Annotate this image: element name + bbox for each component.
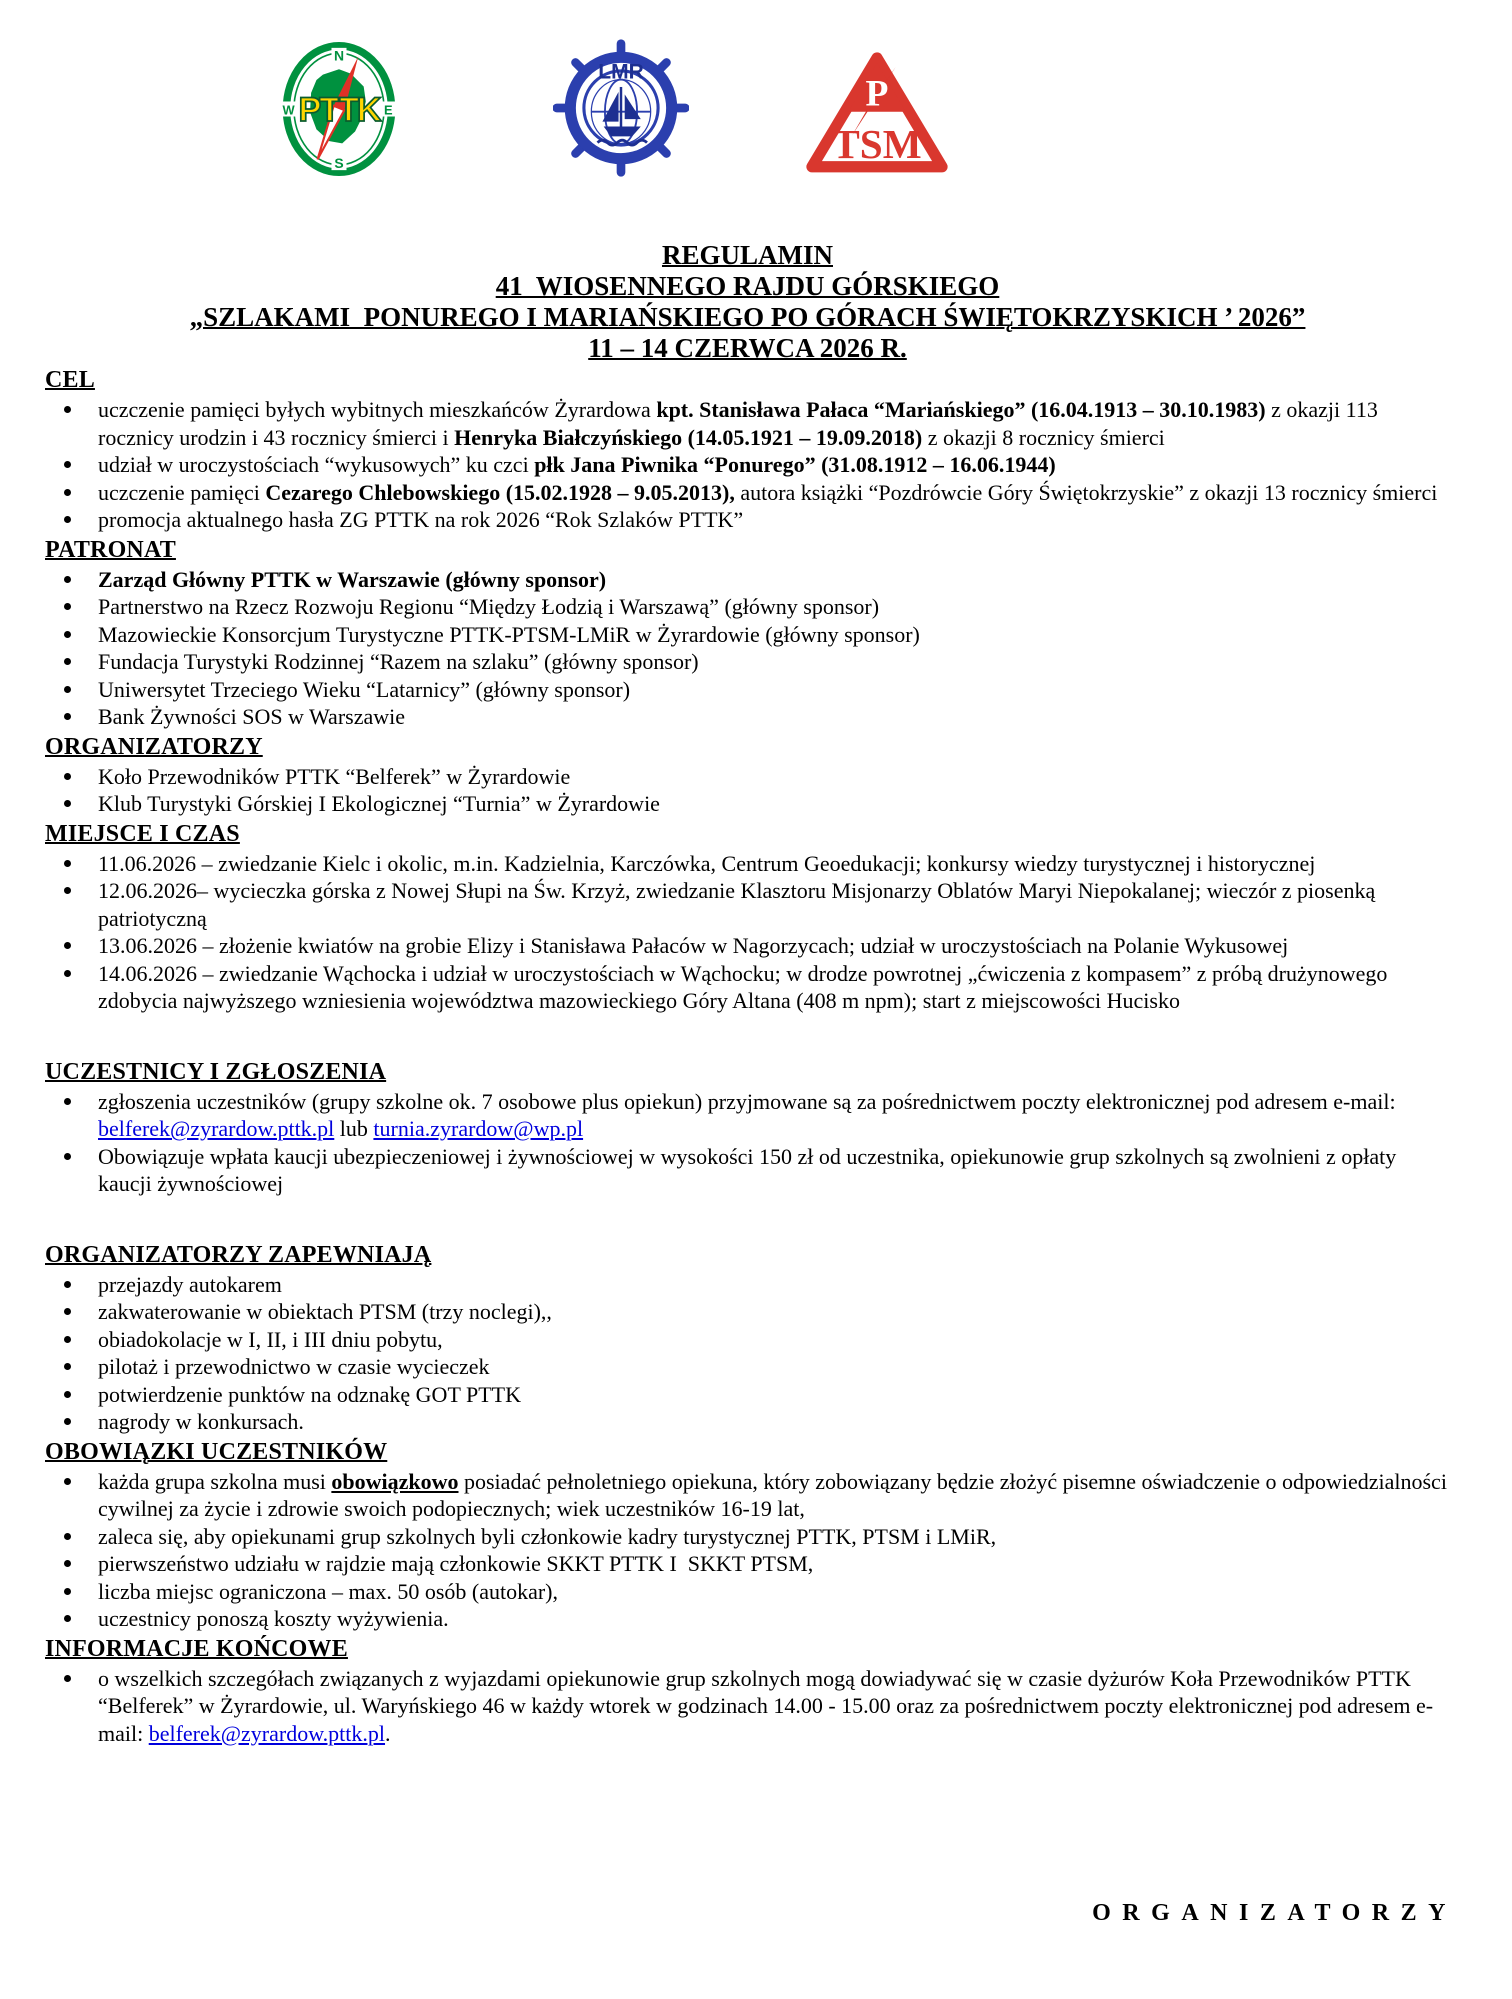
list-item (45, 932, 1450, 960)
text-run: uczczenie pamięci (98, 479, 266, 505)
informacje-list (45, 1665, 1450, 1748)
section-cel (45, 365, 1450, 534)
pttk-letters: PTTK (298, 90, 380, 129)
text-run: lub (334, 1116, 374, 1141)
heading-cel: CEL (45, 367, 95, 393)
text-run: uczestnicy ponoszą koszty wyżywienia. (98, 1606, 449, 1631)
text-run: Henryka Białczyńskiego (14.05.1921 – 19.09.2018) (454, 424, 923, 450)
text-run: Bank Żywności SOS w Warszawie (98, 704, 406, 729)
list-item (45, 790, 1450, 818)
list-item (45, 506, 1450, 534)
text-run: nagrody w konkursach. (98, 1409, 304, 1434)
text-run: zaleca się, aby opiekunami grup szkolnych byli członkowie kadry turystycznej PTTK, PTSM i LMiR, (98, 1523, 997, 1549)
ptsm-logo (802, 44, 952, 182)
text-run: Cezarego Chlebowskiego (15.02.1928 – 9.05.2013), (265, 479, 735, 505)
text-run: posiadać pełnoletniego opiekuna, który zobowiązany będzie złożyć pisemne oświadczenie o odpowiedzialności cywilnej za życie i zdrowie swoich podopiecznych; wiek uczestników 16-19 lat, (98, 1468, 1453, 1521)
list-item (45, 1088, 1450, 1143)
text-run: . (385, 1720, 391, 1746)
heading-patronat: PATRONAT (45, 536, 176, 563)
list-item (45, 1605, 1450, 1633)
obowiazki-list (45, 1468, 1453, 1633)
list-item (45, 479, 1450, 507)
lmir-letters: LMR (598, 60, 644, 84)
compass-w: W (282, 102, 295, 118)
section-informacje (45, 1634, 1450, 1748)
list-item (45, 703, 1450, 731)
title-line-4: 11 – 14 CZERWCA 2026 R. (588, 333, 907, 363)
text-run: zgłoszenia uczestników (grupy szkolne ok. 7 osobowe plus opiekun) przyjmowane są za pośrednictwem poczty elektronicznej pod adresem e-mail: (98, 1088, 1402, 1114)
list-item (45, 621, 1450, 649)
text-run: obowiązkowo (331, 1468, 459, 1494)
section-patronat (45, 535, 1450, 731)
organizatorzy-list (45, 763, 1450, 818)
uczestnicy-list (45, 1088, 1450, 1198)
patronat-list (45, 566, 1450, 731)
list-item (45, 648, 1450, 676)
text-run: liczba miejsc ograniczona – max. 50 osób (autokar), (98, 1578, 559, 1604)
compass-s: S (334, 155, 344, 171)
list-item (45, 1550, 1450, 1578)
heading-zapewniaja: ORGANIZATORZY ZAPEWNIAJĄ (45, 1241, 432, 1268)
list-item (45, 1408, 1450, 1436)
text-run: Uniwersytet Trzeciego Wieku “Latarnicy” (główny sponsor) (98, 676, 631, 702)
email-link[interactable]: belferek@zyrardow.pttk.pl (98, 1116, 335, 1141)
heading-obowiazki: OBOWIĄZKI UCZESTNIKÓW (45, 1438, 388, 1465)
list-item (45, 1381, 1450, 1409)
list-item (45, 1298, 1450, 1326)
text-run: przejazdy autokarem (98, 1271, 282, 1297)
logo-row (45, 38, 1450, 188)
footer-organizatorzy: ORGANIZATORZY (1092, 1900, 1457, 1926)
section-organizatorzy (45, 732, 1450, 818)
document-title (45, 240, 1450, 364)
list-item (45, 676, 1450, 704)
text-run: potwierdzenie punktów na odznakę GOT PTTK (98, 1381, 521, 1407)
miejsce-list (45, 850, 1450, 1015)
text-run: obiadokolacje w I, II, i III dniu pobytu, (98, 1326, 443, 1352)
text-run: płk Jana Piwnika “Ponurego” (31.08.1912 – 16.06.1944) (534, 452, 1056, 477)
compass-e: E (384, 102, 393, 118)
text-run: Zarząd Główny PTTK w Warszawie (główny sponsor) (98, 566, 607, 592)
list-item (45, 396, 1450, 451)
text-run: o wszelkich szczegółach związanych z wyjazdami opiekunowie grup szkolnych mogą dowiadywać się w czasie dyżurów Koła Przewodników PTTK “Belferek” w Żyrardowie, ul. Waryńskiego 46 w każdy wtorek w godzinach 14.00 - 15.00 oraz za pośrednictwem poczty elektronicznej pod adresem e-mail: (98, 1665, 1434, 1746)
text-run: Mazowieckie Konsorcjum Turystyczne PTTK-PTSM-LMiR w Żyrardowie (główny sponsor) (98, 621, 920, 647)
section-miejsce-i-czas (45, 819, 1450, 1015)
text-run: Klub Turystyki Górskiej I Ekologicznej “Turnia” w Żyrardowie (98, 791, 660, 816)
list-item (45, 1578, 1450, 1606)
section-uczestnicy (45, 1057, 1450, 1198)
list-item (45, 1353, 1450, 1381)
list-item (45, 451, 1450, 479)
heading-informacje: INFORMACJE KOŃCOWE (45, 1635, 348, 1662)
heading-organizatorzy: ORGANIZATORZY (45, 733, 263, 760)
text-run: Koło Przewodników PTTK “Belferek” w Żyrardowie (98, 763, 571, 789)
text-run: autora książki “Pozdrówcie Góry Świętokrzyskie” z okazji 13 rocznicy śmierci (734, 479, 1438, 505)
title-line-3: „SZLAKAMI PONUREGO I MARIAŃSKIEGO PO GÓRACH ŚWIĘTOKRZYSKICH ’ 2026” (189, 302, 1306, 332)
list-item (45, 1468, 1453, 1523)
list-item (45, 566, 1450, 594)
list-item (45, 1326, 1450, 1354)
ptsm-p-letter: P (865, 73, 889, 115)
text-run: uczczenie pamięci byłych wybitnych mieszkańców Żyrardowa (98, 397, 657, 422)
section-zapewniaja (45, 1240, 1450, 1436)
email-link[interactable]: turnia.zyrardow@wp.pl (373, 1116, 584, 1141)
text-run: Fundacja Turystyki Rodzinnej “Razem na szlaku” (główny sponsor) (98, 649, 699, 674)
text-run: z okazji 113 rocznicy urodzin i 43 rocznicy śmierci i (98, 397, 1384, 450)
lmir-logo (553, 38, 689, 178)
list-item (45, 1665, 1450, 1748)
text-run: 13.06.2026 – złożenie kwiatów na grobie Elizy i Stanisława Pałaców w Nagorzycach; udział w uroczystościach na Polanie Wykusowej (98, 933, 1289, 958)
text-run: pilotaż i przewodnictwo w czasie wycieczek (98, 1354, 490, 1379)
list-item (45, 763, 1450, 791)
text-run: z okazji 8 rocznicy śmierci (922, 424, 1165, 450)
ptsm-tsm-letters: TSM (832, 121, 922, 167)
title-line-1: REGULAMIN (661, 240, 833, 270)
list-item (45, 960, 1450, 1015)
cel-list (45, 396, 1450, 534)
zapewniaja-list (45, 1271, 1450, 1436)
heading-uczestnicy: UCZESTNICY I ZGŁOSZENIA (45, 1058, 387, 1085)
list-item (45, 1523, 1450, 1551)
text-run: 12.06.2026– wycieczka górska z Nowej Słupi na Św. Krzyż, zwiedzanie Klasztoru Misjonarzy Oblatów Maryi Niepokalanej; wieczór z piosenką patriotyczną (98, 878, 1381, 931)
text-run: 11.06.2026 – zwiedzanie Kielc i okolic, m.in. Kadzielnia, Karczówka, Centrum Geoedukacji; konkursy wiedzy turystycznej i historycznej (98, 850, 1316, 876)
text-run: każda grupa szkolna musi (98, 1468, 332, 1494)
list-item (45, 1143, 1450, 1198)
text-run: zakwaterowanie w obiektach PTSM (trzy noclegi),, (98, 1299, 552, 1324)
text-run: kpt. Stanisława Pałaca “Mariańskiego” (16.04.1913 – 30.10.1983) (656, 397, 1266, 422)
text-run: pierwszeństwo udziału w rajdzie mają członkowie SKKT PTTK I SKKT PTSM, (98, 1551, 814, 1576)
list-item (45, 877, 1450, 932)
text-run: Obowiązuje wpłata kaucji ubezpieczeniowej i żywnościowej w wysokości 150 zł od uczestnika, opiekunowie grup szkolnych są zwolnieni z opłaty kaucji żywnościowej (98, 1143, 1402, 1196)
text-run: udział w uroczystościach “wykusowych” ku czci (98, 452, 535, 477)
pttk-logo (280, 38, 398, 180)
text-run: promocja aktualnego hasła ZG PTTK na rok 2026 “Rok Szlaków PTTK” (98, 507, 744, 532)
title-line-2: 41 WIOSENNEGO RAJDU GÓRSKIEGO (495, 271, 1000, 301)
text-run: Partnerstwo na Rzecz Rozwoju Regionu “Między Łodzią i Warszawą” (główny sponsor) (98, 594, 880, 619)
list-item (45, 593, 1450, 621)
list-item (45, 1271, 1450, 1299)
compass-n: N (333, 47, 345, 64)
heading-miejsce-i-czas: MIEJSCE I CZAS (45, 820, 240, 847)
section-obowiazki (45, 1437, 1453, 1633)
email-link[interactable]: belferek@zyrardow.pttk.pl (148, 1720, 386, 1746)
text-run: 14.06.2026 – zwiedzanie Wąchocka i udział w uroczystościach w Wąchocku; w drodze powrotnej „ćwiczenia z kompasem” z próbą drużynowego zdobycia najwyższego wzniesienia województwa mazowieckiego Góry Altana (408 m npm); start z miejscowości Hucisko (98, 960, 1393, 1013)
list-item (45, 850, 1450, 878)
